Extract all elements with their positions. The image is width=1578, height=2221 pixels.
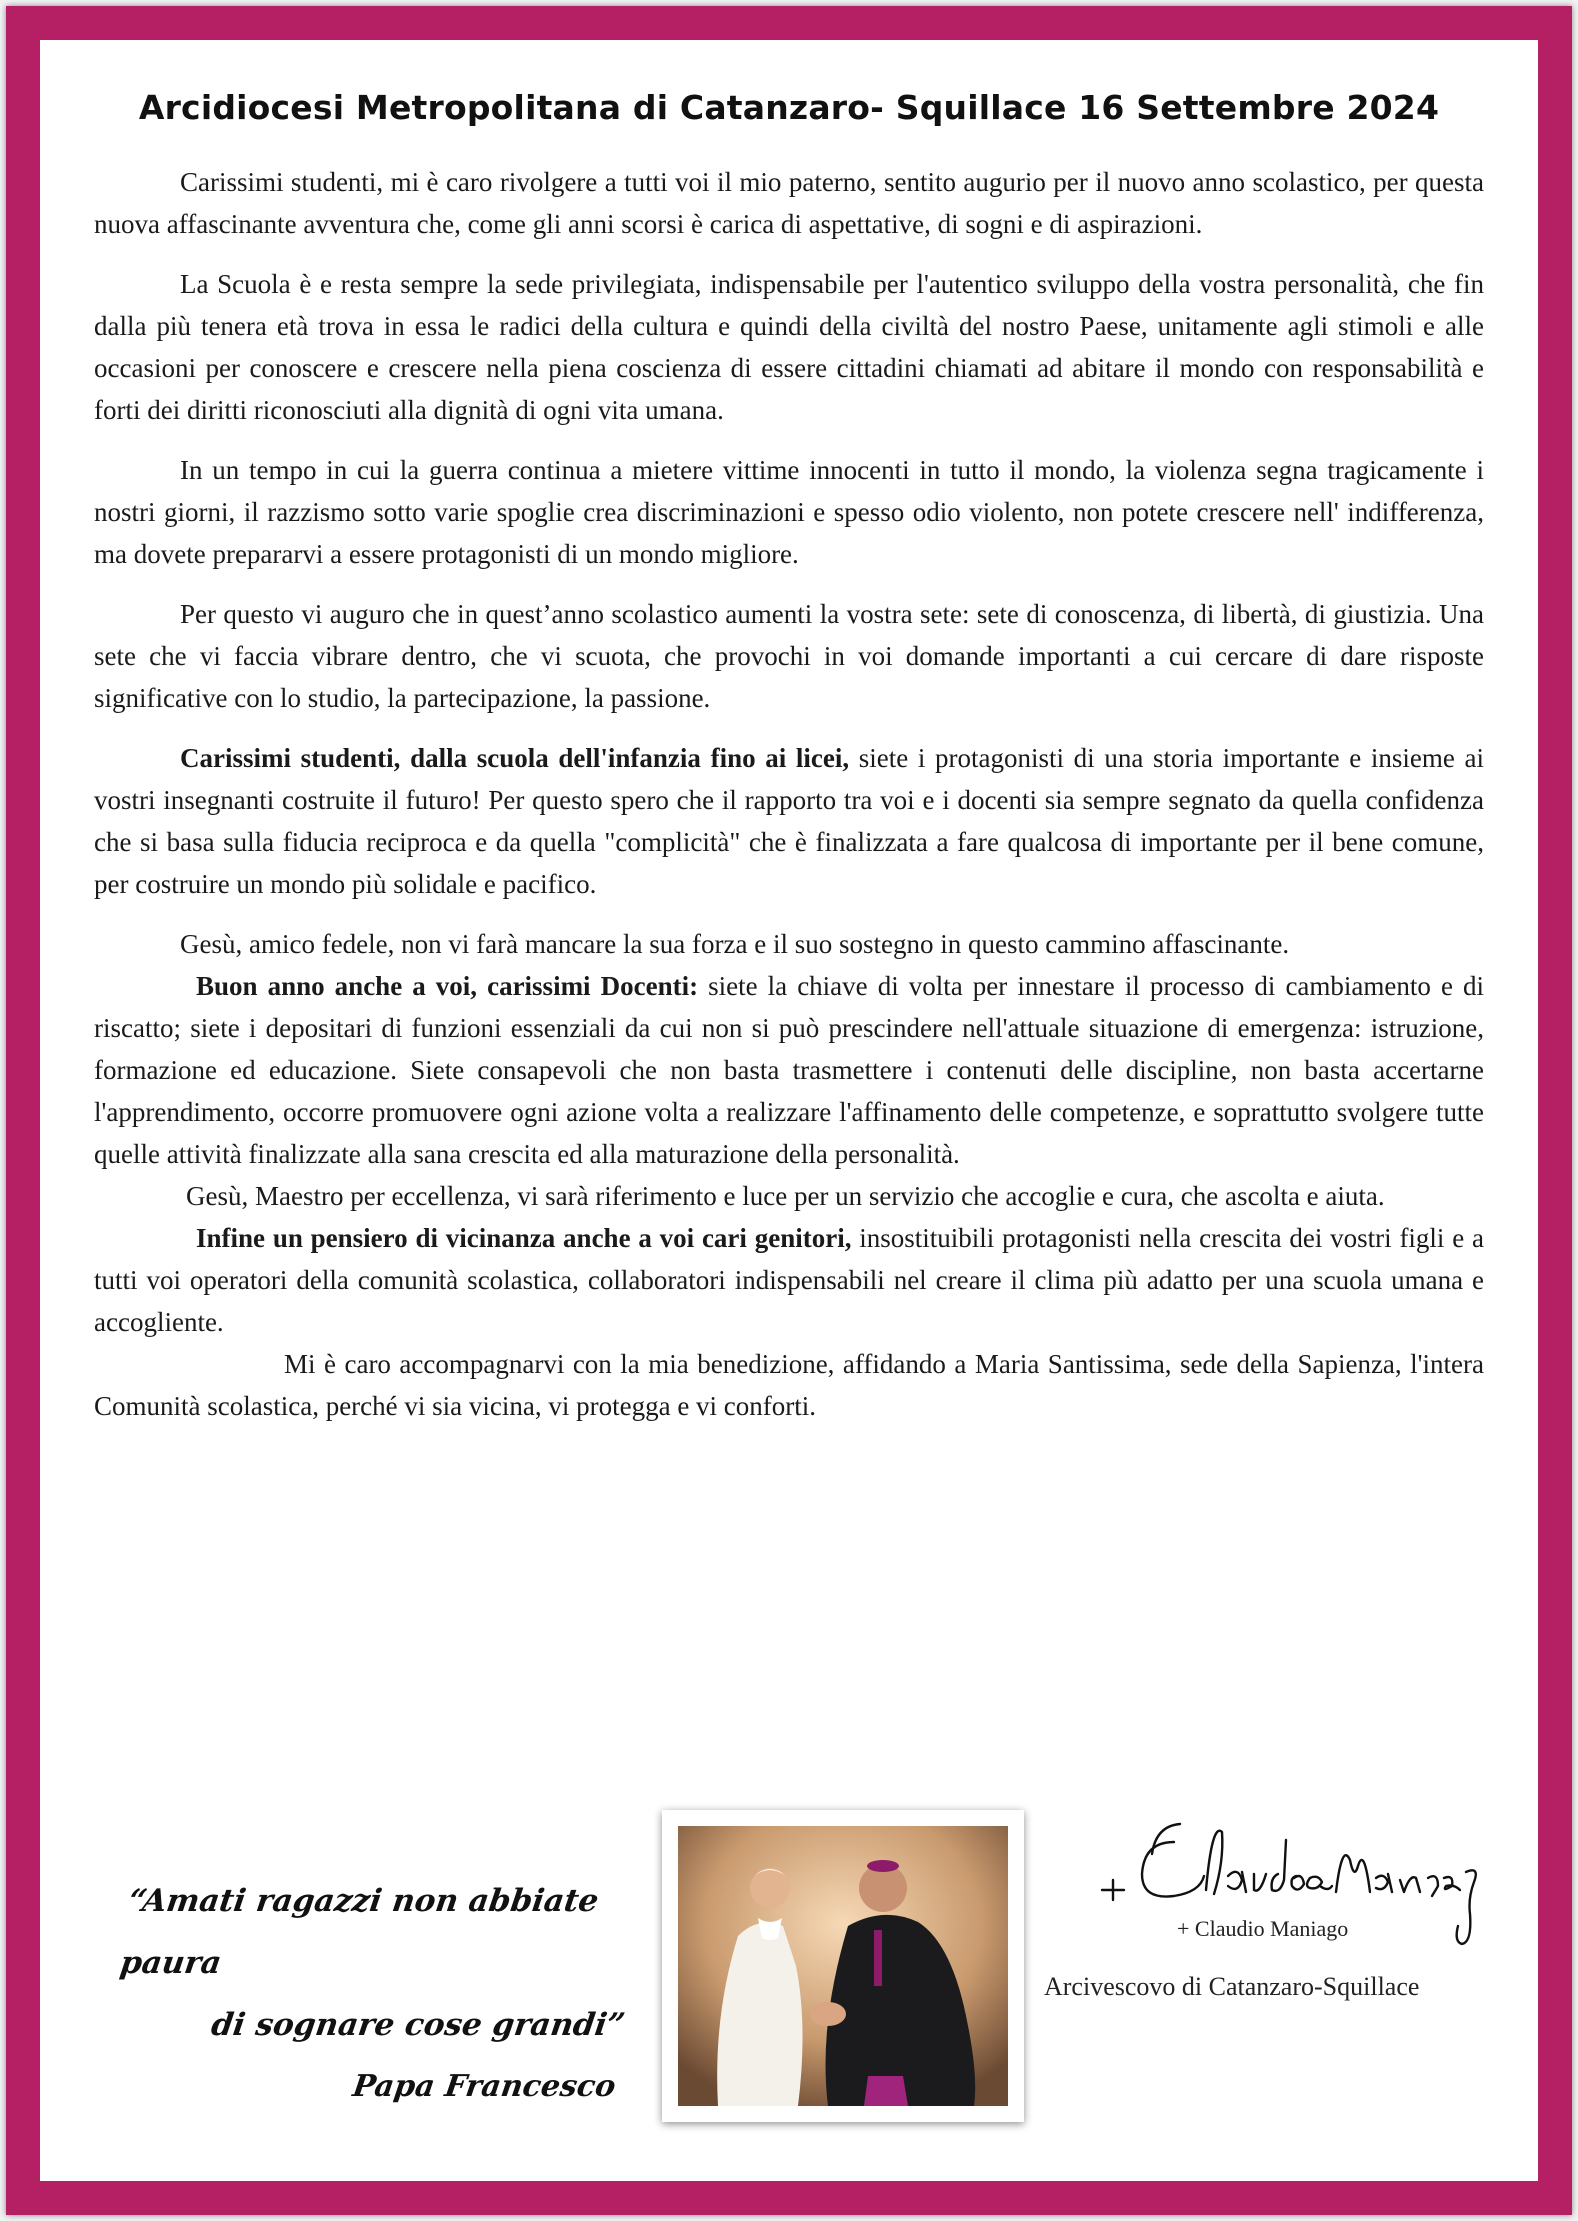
paragraph-blessing: Mi è caro accompagnarvi con la mia benedizione, affidando a Maria Santissima, sede della Sapienza, l'intera Comunità scolastica, perché vi sia vicina, vi protegga e vi conforti. bbox=[94, 1349, 1484, 1421]
students-text: siete i protagonisti di una storia importante e insieme ai vostri insegnanti costruite il futuro! Per questo spero che il rapporto tra voi e i docenti sia sempre segnato da quella confidenza che si basa sulla fiducia reciproca e da quella "complicità" che è finalizzata a fare qualcosa di importante per il bene comune, per costruire un mondo più solidale e pacifico. bbox=[94, 743, 1484, 899]
paragraph-parents bbox=[94, 1217, 1484, 1343]
letter-body bbox=[94, 161, 1484, 1427]
signature-name: + Claudio Maniago bbox=[1177, 1916, 1349, 1941]
paragraph-jesus-friend: Gesù, amico fedele, non vi farà mancare la sua forza e il suo sostegno in questo cammino affascinante. bbox=[180, 929, 1290, 959]
teachers-text: siete la chiave di volta per innestare il processo di cambiamento e di riscatto; siete i depositari di funzioni essenziali da cui non si può prescindere nell'attuale situazione di emergenza: istruzione, formazione ed educazione. Siete consapevoli che non basta trasmettere i contenuti delle discipline, non basta accertarne l'apprendimento, occorre promuovere ogni azione volta a realizzare l'affinamento delle competenze, e soprattutto svolgere tutte quelle attività finalizzate alla sana crescita ed alla maturazione della personalità. bbox=[94, 971, 1484, 1169]
paragraph-greeting: Carissimi studenti, mi è caro rivolgere a tutti voi il mio paterno, sentito augurio per il nuovo anno scolastico, per questa nuova affascinante avventura che, come gli anni scorsi è carica di aspettative, di sogni e di aspirazioni. bbox=[94, 167, 1484, 239]
footer-section bbox=[40, 1792, 1538, 2132]
pope-archbishop-photo bbox=[678, 1826, 1008, 2106]
quote-author: Papa Francesco bbox=[350, 2069, 618, 2104]
students-heading: Carissimi studenti, dalla scuola dell'infanzia fino ai licei, bbox=[180, 743, 850, 773]
paragraph-war: In un tempo in cui la guerra continua a mietere vittime innocenti in tutto il mondo, la violenza segna tragicamente i nostri giorni, il razzismo sotto varie spoglie crea discriminazioni e spesso odio violento, non potete crescere nell' indifferenza, ma dovete prepararvi a essere protagonisti di un mondo migliore. bbox=[94, 455, 1484, 569]
page-title: Arcidiocesi Metropolitana di Catanzaro- Squillace 16 Settembre 2024 bbox=[138, 88, 1440, 127]
quote-line-2: di sognare cose grandi” bbox=[209, 2007, 628, 2043]
parents-heading: Infine un pensiero di vicinanza anche a voi cari genitori, bbox=[196, 1223, 852, 1253]
parents-text: insostituibili protagonisti nella crescita dei vostri figli e a tutti voi operatori della comunità scolastica, collaboratori indispensabili nel creare il clima più adatto per una scuola umana e accogliente. bbox=[94, 1223, 1484, 1337]
page-border bbox=[6, 6, 1572, 2215]
paragraph-teachers bbox=[94, 965, 1484, 1175]
teachers-heading: Buon anno anche a voi, carissimi Docenti: bbox=[196, 971, 699, 1001]
paragraph-school: La Scuola è e resta sempre la sede privilegiata, indispensabile per l'autentico sviluppo della vostra personalità, che fin dalla più tenera età trova in essa le radici della cultura e quindi della civiltà del nostro Paese, unitamente agli stimoli e alle occasioni per conoscere e crescere nella piena coscienza di essere cittadini chiamati ad abitare il mondo con responsabilità e forti dei diritti riconosciuti alla dignità di ogni vita umana. bbox=[94, 269, 1484, 425]
pope-quote bbox=[79, 1870, 674, 2118]
signature-title: Arcivescovo di Catanzaro-Squillace bbox=[1044, 1972, 1420, 2001]
paragraph-jesus-master: Gesù, Maestro per eccellenza, vi sarà riferimento e luce per un servizio che accoglie e cura, che ascolta e aiuta. bbox=[186, 1181, 1385, 1211]
paragraph-students bbox=[94, 737, 1484, 905]
paragraph-thirst: Per questo vi auguro che in quest’anno scolastico aumenti la vostra sete: sete di conoscenza, di libertà, di giustizia. Una sete che vi faccia vibrare dentro, che vi scuota, che provochi in voi domande importanti a cui cercare di dare risposte significative con lo studio, la partecipazione, la passione. bbox=[94, 599, 1484, 713]
letter-page bbox=[40, 40, 1538, 2181]
quote-line-1: “Amati ragazzi non abbiate paura bbox=[117, 1883, 601, 1981]
photo-frame bbox=[662, 1810, 1024, 2122]
